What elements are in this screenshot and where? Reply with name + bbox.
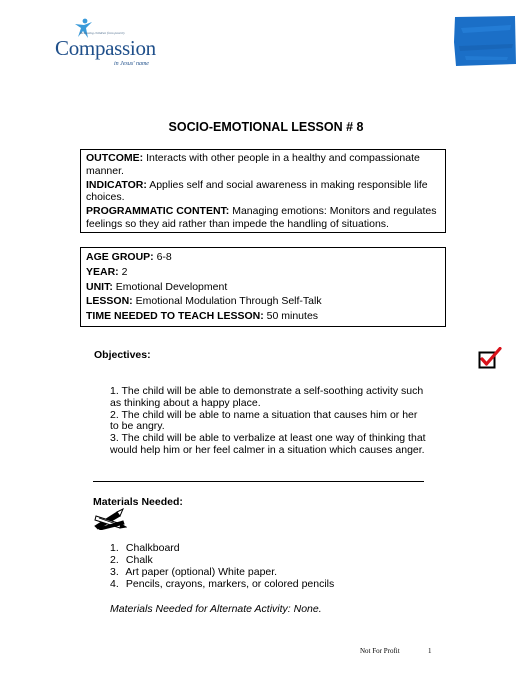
material-number: 2.	[110, 554, 119, 566]
logo-tagline: Releasing children from poverty	[80, 31, 125, 35]
material-number: 4.	[110, 578, 119, 590]
objective-item: 3. The child will be able to verbalize at least one way of thinking that would help him or her feel calmer in a situation which causes anger.	[110, 432, 426, 456]
material-text: Chalkboard	[125, 542, 180, 554]
unit-label: UNIT:	[86, 280, 113, 293]
year-row	[86, 266, 440, 279]
age-group-value: 6-8	[156, 251, 172, 263]
material-text: Chalk	[125, 554, 153, 566]
unit-value: Emotional Development	[115, 280, 228, 293]
indicator-label: INDICATOR:	[86, 178, 147, 191]
outcome-box	[80, 149, 446, 233]
material-text: Art paper (optional) White paper.	[125, 566, 278, 578]
lesson-title: SOCIO-EMOTIONAL LESSON # 8	[168, 120, 364, 134]
objectives-list	[110, 386, 426, 457]
footer-text: Not For Profit	[360, 647, 400, 655]
materials-list	[110, 542, 334, 590]
indicator-text: Applies self and social awareness in making responsible life choices.	[86, 178, 428, 204]
material-text: Pencils, crayons, markers, or colored pencils	[125, 578, 335, 590]
time-needed-label: TIME NEEDED TO TEACH LESSON:	[86, 310, 264, 323]
checkbox-check-icon	[478, 347, 502, 369]
indicator-row	[86, 179, 440, 204]
lesson-info-box	[80, 247, 446, 327]
outcome-row	[86, 152, 440, 177]
age-group-row	[86, 251, 440, 264]
material-item	[110, 554, 334, 566]
objectives-heading: Objectives:	[94, 349, 151, 361]
alternate-materials-note: Materials Needed for Alternate Activity: None.	[110, 603, 322, 615]
lesson-value: Emotional Modulation Through Self-Talk	[135, 295, 322, 308]
programmatic-content-text: Managing emotions: Monitors and regulates feelings so they aid rather than impede the handling of situations.	[86, 205, 437, 230]
material-item	[110, 578, 334, 590]
blue-paint-square	[453, 16, 517, 66]
programmatic-content-row	[86, 205, 440, 230]
outcome-label: OUTCOME:	[86, 152, 144, 164]
material-item	[110, 542, 334, 554]
time-needed-value: 50 minutes	[266, 310, 319, 323]
logo-subline: in Jesus' name	[114, 61, 149, 67]
objective-item: 2. The child will be able to name a situation that causes him or her to be angry.	[110, 408, 418, 433]
compassion-logo	[54, 18, 166, 68]
outcome-text: Interacts with other people in a healthy and compassionate manner.	[86, 152, 420, 177]
page-number: 1	[428, 647, 432, 655]
material-number: 1.	[110, 542, 119, 554]
programmatic-content-label: PROGRAMMATIC CONTENT:	[86, 205, 230, 218]
lesson-label: LESSON:	[86, 295, 133, 308]
time-needed-row	[86, 310, 440, 323]
material-item	[110, 566, 334, 578]
age-group-label: AGE GROUP:	[86, 251, 154, 263]
logo-wordmark: Compassion	[55, 36, 156, 60]
objective-item: 1. The child will be able to demonstrate a self-soothing activity such as thinking about a happy place.	[110, 385, 424, 409]
pencils-crayons-icon	[93, 508, 127, 530]
materials-heading: Materials Needed:	[93, 496, 183, 508]
year-label: YEAR:	[86, 265, 119, 278]
section-divider	[93, 481, 424, 482]
year-value: 2	[121, 265, 128, 278]
unit-row	[86, 281, 440, 294]
material-number: 3.	[110, 566, 119, 578]
lesson-row	[86, 295, 440, 308]
